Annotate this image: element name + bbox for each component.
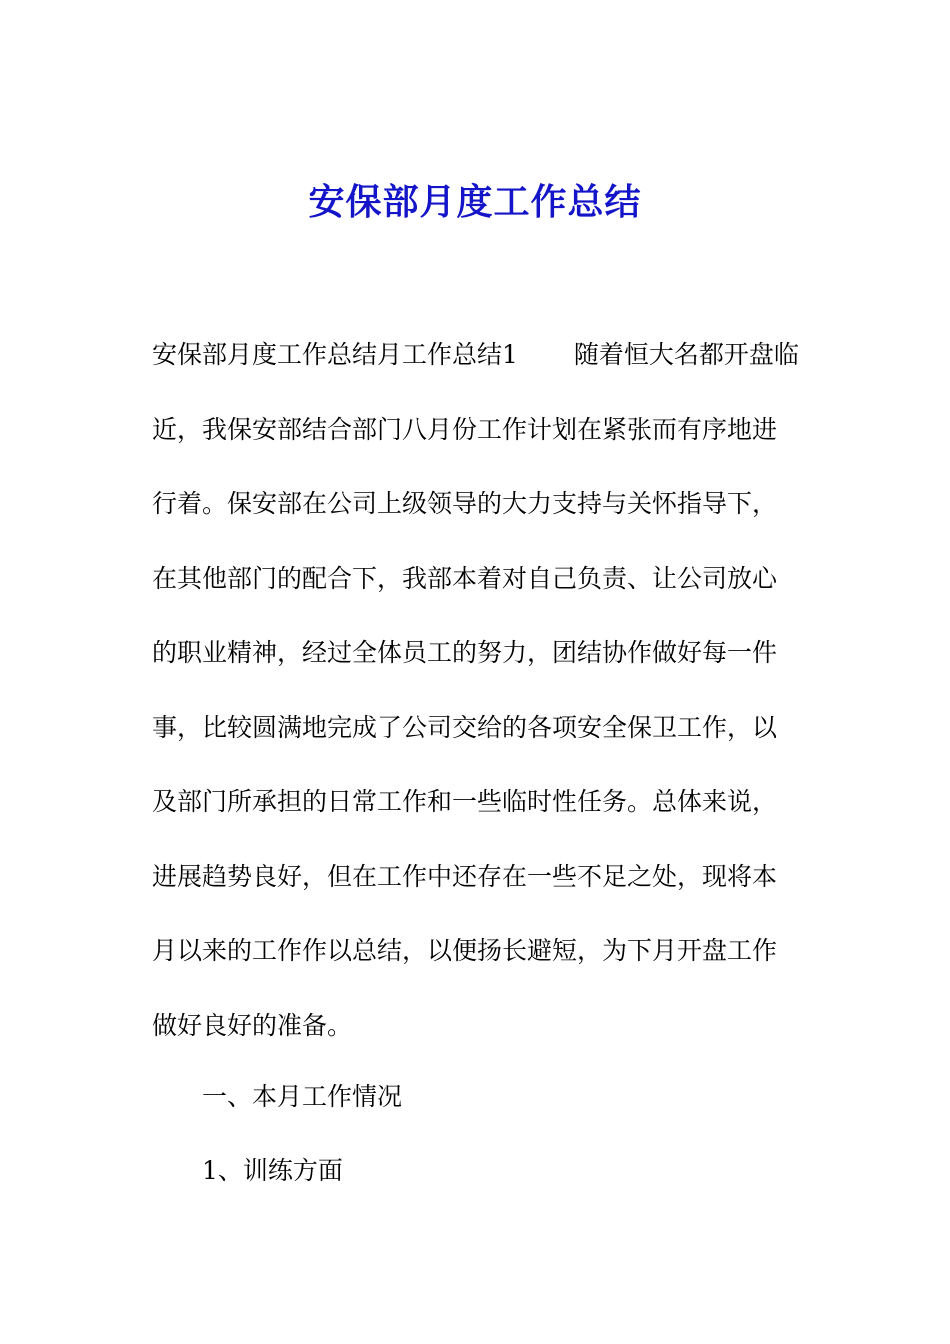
paragraph-line: 近，我保安部结合部门八月份工作计划在紧张而有序地进 — [152, 414, 778, 444]
section-heading: 一、本月工作情况 — [202, 1082, 403, 1111]
subsection-heading: 1、训练方面 — [202, 1156, 343, 1185]
paragraph-line: 及部门所承担的日常工作和一些临时性任务。总体来说， — [152, 787, 778, 816]
intro-paragraph — [152, 318, 812, 1063]
paragraph-line: 行着。保安部在公司上级领导的大力支持与关怀指导下， — [152, 489, 778, 518]
paragraph-line: 在其他部门的配合下，我部本着对自己负责、让公司放心 — [152, 563, 778, 593]
document-title: 安保部月度工作总结 — [308, 181, 642, 223]
paragraph-line: 进展趋势良好，但在工作中还存在一些不足之处，现将本 — [152, 861, 778, 891]
paragraph-line: 事，比较圆满地完成了公司交给的各项安全保卫工作，以 — [152, 712, 778, 742]
paragraph-line: 做好良好的准备。 — [152, 1010, 353, 1040]
paragraph-line: 安保部月度工作总结月工作总结1 随着恒大名都开盘临 — [152, 340, 799, 369]
paragraph-line: 月以来的工作作以总结，以便扬长避短，为下月开盘工作 — [152, 936, 778, 965]
paragraph-line: 的职业精神，经过全体员工的努力，团结协作做好每一件 — [152, 638, 778, 667]
